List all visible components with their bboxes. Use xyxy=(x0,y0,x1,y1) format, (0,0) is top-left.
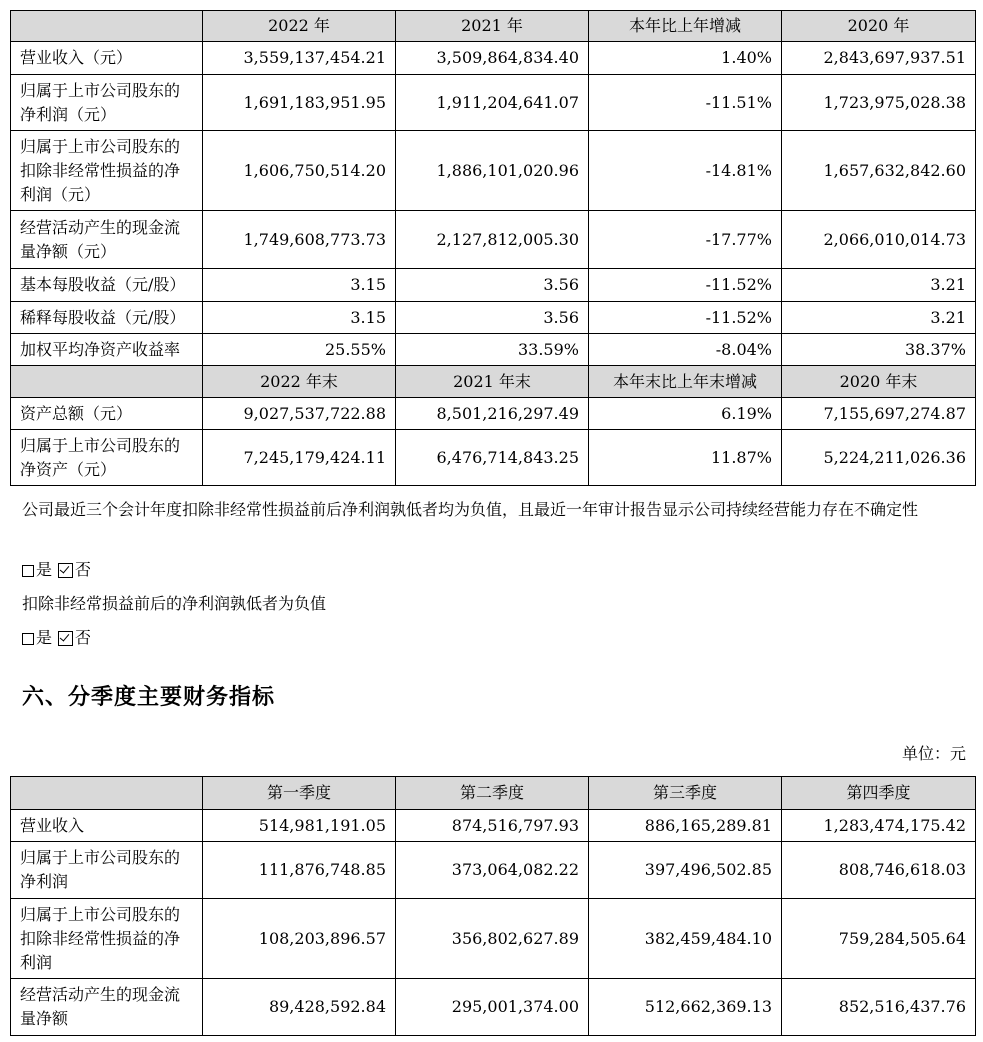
row-label: 加权平均净资产收益率 xyxy=(11,334,203,366)
unchecked-box-icon xyxy=(22,633,34,645)
table-cell: 852,516,437.76 xyxy=(782,979,976,1036)
table-cell: 38.37% xyxy=(782,334,976,366)
table-cell: 295,001,374.00 xyxy=(396,979,589,1036)
table-cell: 2,843,697,937.51 xyxy=(782,42,976,75)
option-no-label: 否 xyxy=(75,560,92,579)
row-label: 资产总额（元） xyxy=(11,398,203,430)
option-yes-label: 是 xyxy=(36,628,53,647)
table-cell: 1,657,632,842.60 xyxy=(782,131,976,211)
checked-box-icon xyxy=(58,563,73,578)
negative-profit-note: 扣除非经常损益前后的净利润孰低者为负值 xyxy=(22,594,327,613)
table-row xyxy=(11,842,976,899)
table-cell: 7,155,697,274.87 xyxy=(782,398,976,430)
going-concern-note: 公司最近三个会计年度扣除非经常性损益前后净利润孰低者均为负值，且最近一年审计报告显示公司持续经营能力存在不确定性 xyxy=(22,500,919,519)
header-cell xyxy=(11,366,203,398)
table-cell: 8,501,216,297.49 xyxy=(396,398,589,430)
table-row xyxy=(11,979,976,1036)
header-cell: 第一季度 xyxy=(203,777,396,810)
row-label: 基本每股收益（元/股） xyxy=(11,269,203,302)
row-label: 归属于上市公司股东的扣除非经常性损益的净利润（元） xyxy=(11,131,203,211)
table-cell: 108,203,896.57 xyxy=(203,899,396,979)
table-row xyxy=(11,810,976,842)
table-cell: 3,509,864,834.40 xyxy=(396,42,589,75)
annual-financials-table xyxy=(10,10,976,486)
table-cell: 6,476,714,843.25 xyxy=(396,430,589,486)
header-cell xyxy=(11,11,203,42)
checkbox-group xyxy=(22,625,967,651)
table-row xyxy=(11,211,976,269)
table-cell: -11.52% xyxy=(589,302,782,334)
table-cell: 1,606,750,514.20 xyxy=(203,131,396,211)
table-cell: 512,662,369.13 xyxy=(589,979,782,1036)
header-cell: 第二季度 xyxy=(396,777,589,810)
table-row xyxy=(11,302,976,334)
row-label: 归属于上市公司股东的净利润 xyxy=(11,842,203,899)
table-cell: 874,516,797.93 xyxy=(396,810,589,842)
table-cell: 397,496,502.85 xyxy=(589,842,782,899)
header-cell: 2022 年 xyxy=(203,11,396,42)
table-cell: 3.15 xyxy=(203,269,396,302)
table-row xyxy=(11,430,976,486)
table-row xyxy=(11,899,976,979)
table-cell: 3.15 xyxy=(203,302,396,334)
table-cell: 3,559,137,454.21 xyxy=(203,42,396,75)
row-label: 归属于上市公司股东的扣除非经常性损益的净利润 xyxy=(11,899,203,979)
table-cell: 886,165,289.81 xyxy=(589,810,782,842)
header-cell: 本年末比上年末增减 xyxy=(589,366,782,398)
table-cell: 759,284,505.64 xyxy=(782,899,976,979)
table-cell: 514,981,191.05 xyxy=(203,810,396,842)
table-cell: 5,224,211,026.36 xyxy=(782,430,976,486)
table-cell: -11.52% xyxy=(589,269,782,302)
table-cell: 11.87% xyxy=(589,430,782,486)
option-no-label: 否 xyxy=(75,628,92,647)
table-cell: -11.51% xyxy=(589,75,782,131)
table-row xyxy=(11,269,976,302)
row-label: 归属于上市公司股东的净资产（元） xyxy=(11,430,203,486)
row-label: 归属于上市公司股东的净利润（元） xyxy=(11,75,203,131)
header-cell: 2022 年末 xyxy=(203,366,396,398)
table-row xyxy=(11,131,976,211)
table-cell: 1,723,975,028.38 xyxy=(782,75,976,131)
header-cell: 2021 年 xyxy=(396,11,589,42)
row-label: 经营活动产生的现金流量净额（元） xyxy=(11,211,203,269)
option-yes-label: 是 xyxy=(36,560,53,579)
checkbox-group xyxy=(22,557,967,583)
table-subheader-row xyxy=(11,366,976,398)
header-cell: 第四季度 xyxy=(782,777,976,810)
header-cell: 2020 年 xyxy=(782,11,976,42)
table-cell: 2,066,010,014.73 xyxy=(782,211,976,269)
checked-box-icon xyxy=(58,631,73,646)
table-cell: -17.77% xyxy=(589,211,782,269)
table-cell: 1,691,183,951.95 xyxy=(203,75,396,131)
section-title: 六、分季度主要财务指标 xyxy=(22,685,276,710)
table-cell: 33.59% xyxy=(396,334,589,366)
table-cell: 2,127,812,005.30 xyxy=(396,211,589,269)
table-header-row xyxy=(11,11,976,42)
table-cell: 1,886,101,020.96 xyxy=(396,131,589,211)
unit-label: 单位：元 xyxy=(901,744,966,763)
table-cell: 3.21 xyxy=(782,269,976,302)
table-row xyxy=(11,42,976,75)
header-cell: 第三季度 xyxy=(589,777,782,810)
table-cell: 1.40% xyxy=(589,42,782,75)
row-label: 经营活动产生的现金流量净额 xyxy=(11,979,203,1036)
table-cell: 1,749,608,773.73 xyxy=(203,211,396,269)
header-cell xyxy=(11,777,203,810)
table-cell: 808,746,618.03 xyxy=(782,842,976,899)
table-cell: -14.81% xyxy=(589,131,782,211)
table-cell: 89,428,592.84 xyxy=(203,979,396,1036)
header-cell: 2020 年末 xyxy=(782,366,976,398)
unchecked-box-icon xyxy=(22,565,34,577)
row-label: 营业收入（元） xyxy=(11,42,203,75)
table-cell: 1,283,474,175.42 xyxy=(782,810,976,842)
table-cell: 3.56 xyxy=(396,302,589,334)
table-cell: 382,459,484.10 xyxy=(589,899,782,979)
table-cell: 1,911,204,641.07 xyxy=(396,75,589,131)
table-row xyxy=(11,398,976,430)
row-label: 稀释每股收益（元/股） xyxy=(11,302,203,334)
table-row xyxy=(11,334,976,366)
header-cell: 2021 年末 xyxy=(396,366,589,398)
table-cell: 3.21 xyxy=(782,302,976,334)
table-cell: 3.56 xyxy=(396,269,589,302)
quarterly-financials-table xyxy=(10,776,976,1036)
table-header-row xyxy=(11,777,976,810)
table-cell: -8.04% xyxy=(589,334,782,366)
table-cell: 6.19% xyxy=(589,398,782,430)
table-cell: 25.55% xyxy=(203,334,396,366)
table-cell: 356,802,627.89 xyxy=(396,899,589,979)
table-cell: 111,876,748.85 xyxy=(203,842,396,899)
table-cell: 373,064,082.22 xyxy=(396,842,589,899)
table-cell: 7,245,179,424.11 xyxy=(203,430,396,486)
table-cell: 9,027,537,722.88 xyxy=(203,398,396,430)
row-label: 营业收入 xyxy=(11,810,203,842)
header-cell: 本年比上年增减 xyxy=(589,11,782,42)
table-row xyxy=(11,75,976,131)
